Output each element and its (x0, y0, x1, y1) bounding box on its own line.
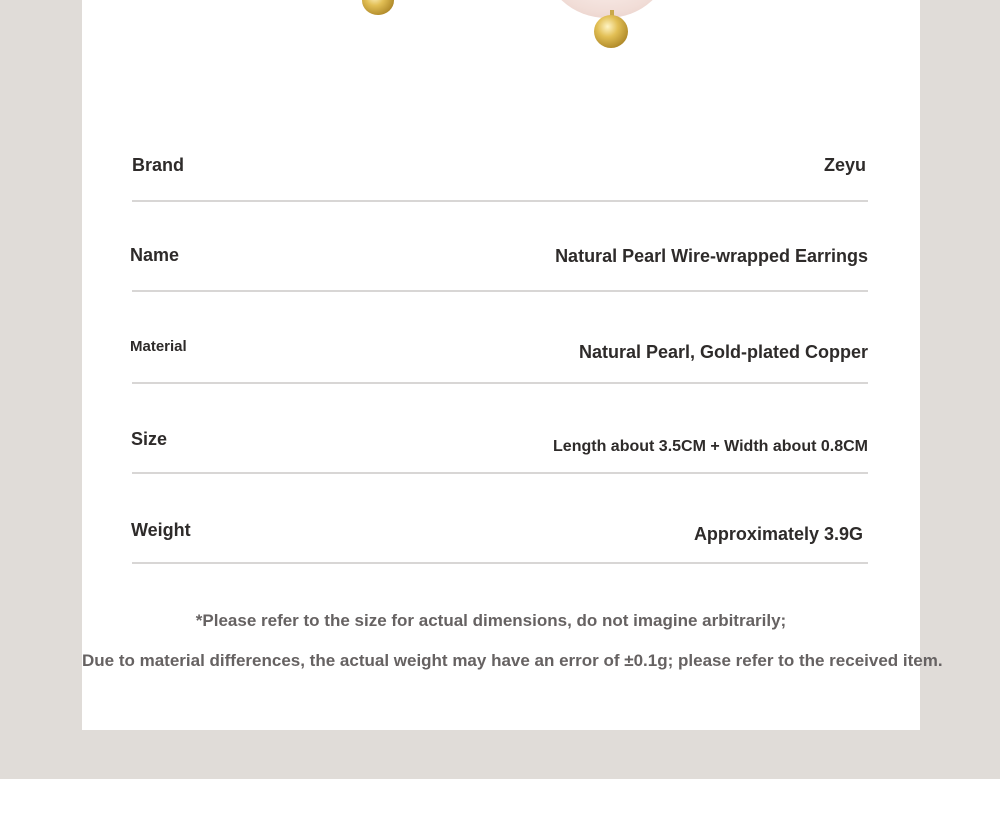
spec-value: Natural Pearl Wire-wrapped Earrings (555, 246, 868, 266)
spec-label: Size (131, 429, 168, 449)
divider (132, 382, 868, 384)
spec-value: Approximately 3.9G (693, 524, 863, 544)
spec-row-material (130, 332, 870, 392)
weight-disclaimer: Due to material differences, the actual weight may have an error of ±0.1g; please refer to the received item. (82, 651, 943, 670)
spec-label: Brand (132, 155, 185, 175)
spec-label: Weight (131, 520, 191, 540)
spec-value: Natural Pearl, Gold-plated Copper (578, 342, 868, 362)
spec-row-weight (130, 512, 870, 572)
divider (132, 290, 868, 292)
divider (132, 562, 868, 564)
size-disclaimer: *Please refer to the size for actual dimensions, do not imagine arbitrarily; (195, 611, 787, 630)
gold-bead-icon (594, 15, 628, 48)
spec-row-size (130, 422, 870, 482)
spec-value: Length about 3.5CM + Width about 0.8CM (553, 438, 868, 455)
spec-label: Name (130, 245, 180, 265)
divider (132, 200, 868, 202)
product-spec-card (82, 0, 943, 730)
gold-bead-icon (362, 0, 394, 15)
spec-label: Material (130, 338, 187, 355)
spec-row-name (130, 240, 870, 300)
spec-row-brand (130, 150, 870, 210)
divider (132, 472, 868, 474)
spec-value: Zeyu (823, 155, 866, 175)
